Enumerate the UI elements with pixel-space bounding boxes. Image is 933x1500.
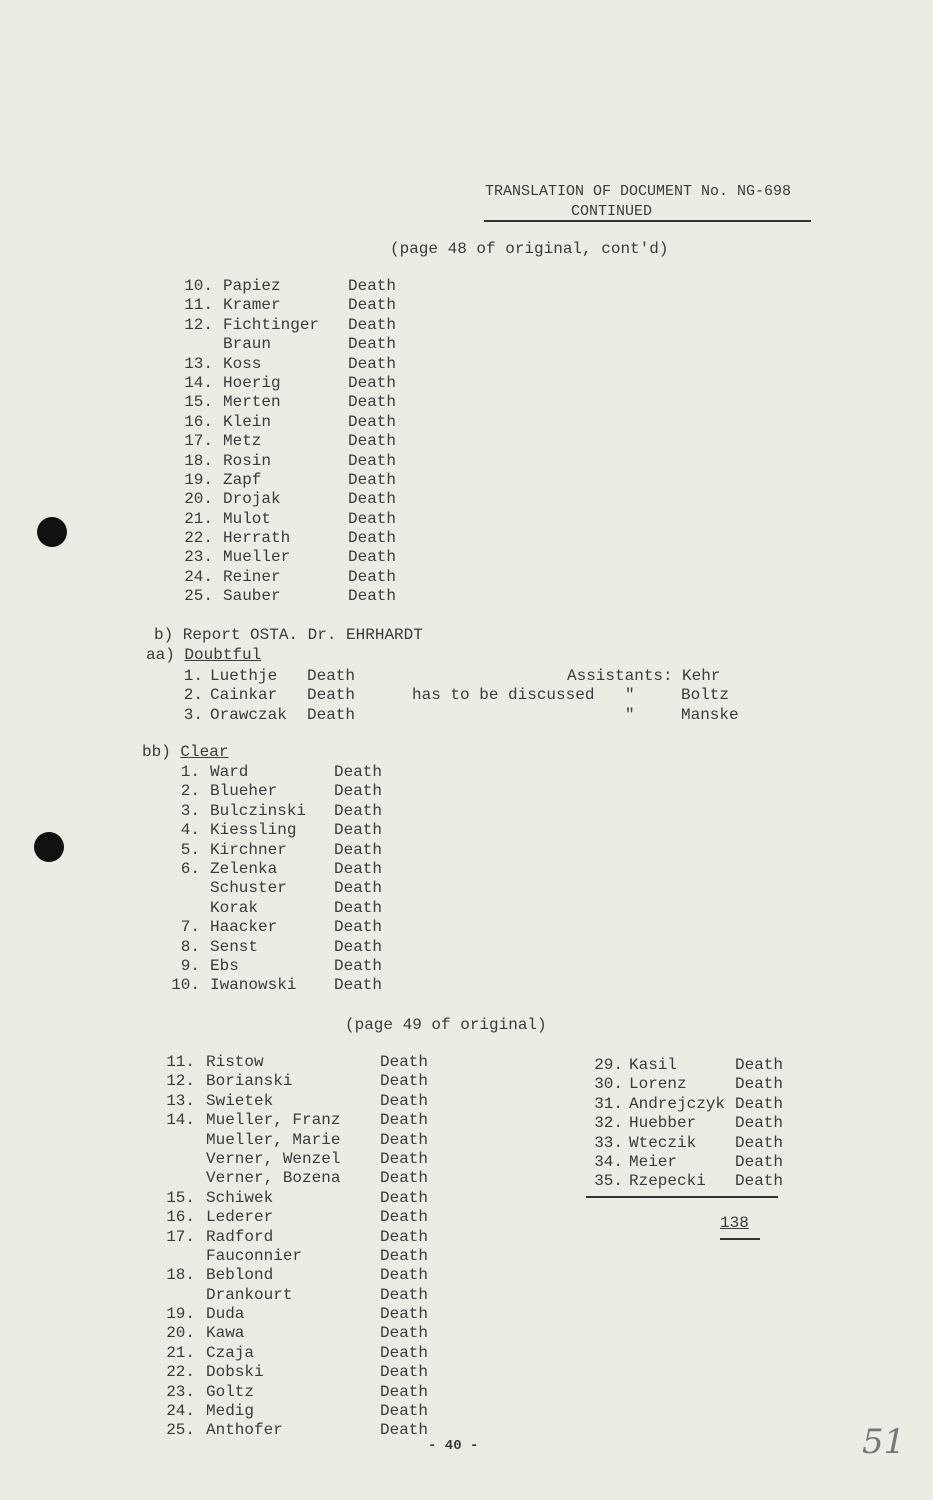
total-rule [586,1196,778,1198]
entry-note: has to be discussed [412,686,595,705]
entry-num: 18. [166,1266,195,1285]
entry-num: 3. [183,705,203,724]
entry-result: Death [348,296,397,315]
entry-name: Kramer [223,296,281,315]
entry-num: 34. [594,1152,623,1171]
entry-num: 1. [183,667,203,685]
punch-hole-bottom [34,832,64,862]
entry-num: 11. [166,1053,195,1071]
entry-name: Schuster [210,879,287,898]
entry-name: Drankourt [206,1285,293,1304]
page-reference-49: (page 49 of original) [345,1016,547,1034]
entry-num: 7. [180,918,200,937]
entry-num: 8. [180,937,200,956]
entry-result: Death [348,315,397,334]
entry-name: Kirchner [210,840,287,859]
entry-result: Death [380,1208,429,1227]
header-rule [484,220,811,222]
entry-name: Ward [210,763,249,781]
entry-result: Death [334,918,383,937]
entry-name: Sauber [223,587,281,606]
entry-result: Death [380,1246,429,1265]
total-underline [720,1238,760,1240]
entry-num: 23. [184,548,213,567]
entry-name: Rzepecki [629,1172,706,1191]
entry-result: Death [348,432,397,451]
section-b-heading: b) Report OSTA. Dr. EHRHARDT [154,626,423,644]
entry-result: Death [348,277,397,295]
entry-num: 19. [184,470,213,489]
entry-result: Death [380,1053,429,1071]
entry-result: Death [380,1227,429,1246]
entry-num: 33. [594,1133,623,1152]
entry-result: Death [735,1094,784,1113]
entry-num: 16. [184,412,213,431]
entry-name: Hoerig [223,373,281,392]
entry-num: 21. [166,1343,195,1362]
page-number: - 40 - [428,1438,479,1454]
entry-num: 2. [180,782,200,801]
page-reference-48: (page 48 of original, cont'd) [390,240,669,258]
document-title: TRANSLATION OF DOCUMENT No. NG-698 [485,183,792,200]
entry-result: Death [380,1324,429,1343]
entry-num: 30. [594,1075,623,1094]
entry-name: Dobski [206,1363,264,1382]
entry-result: Death [380,1363,429,1382]
entry-result: Death [735,1114,784,1133]
entry-result: Death [334,937,383,956]
entry-result: Death [334,956,383,975]
entry-name: Verner, Wenzel [206,1149,341,1168]
entry-num: 4. [180,821,200,840]
entry-name: Mueller, Franz [206,1111,341,1130]
entry-result: Death [334,782,383,801]
entry-num: 24. [184,567,213,586]
document-subtitle: CONTINUED [571,203,653,220]
entry-name: Lorenz [629,1075,687,1094]
section-bb-prefix: bb) [142,743,171,761]
entry-num: 5. [180,840,200,859]
entry-name: Koss [223,354,262,373]
entry-assistant: Kehr [682,667,721,685]
entry-ditto: " [625,705,635,724]
entry-num: 10. [184,277,213,295]
entry-result: Death [380,1169,429,1188]
entry-name: Metz [223,432,262,451]
entry-name: Kawa [206,1324,245,1343]
entry-name: Ristow [206,1053,264,1071]
entry-num: 3. [180,801,200,820]
entry-result: Death [307,705,356,724]
entry-result: Death [334,840,383,859]
entry-name: Luethje [210,667,278,685]
entry-num: 32. [594,1114,623,1133]
entry-name: Senst [210,937,259,956]
entry-num: 24. [166,1402,195,1421]
entry-num: 21. [184,509,213,528]
entry-name: Zelenka [210,859,278,878]
entry-num: 22. [184,529,213,548]
entry-num: 18. [184,451,213,470]
entry-name: Fichtinger [223,315,320,334]
entry-result: Death [348,470,397,489]
entry-name: Meier [629,1152,678,1171]
entry-name: Mulot [223,509,272,528]
entry-result: Death [380,1266,429,1285]
entry-result: Death [348,373,397,392]
entry-result: Death [348,451,397,470]
entry-result: Death [334,763,383,781]
entry-name: Mueller [223,548,291,567]
entry-num: 12. [166,1072,195,1091]
entry-name: Haacker [210,918,278,937]
section-aa-prefix: aa) [146,646,175,664]
entry-name: Herrath [223,529,291,548]
entry-name: Iwanowski [210,976,297,995]
entry-name: Goltz [206,1382,255,1401]
entry-num: 22. [166,1363,195,1382]
entry-result: Death [348,587,397,606]
entry-result: Death [334,879,383,898]
section-bb-label: Clear [180,743,229,761]
entry-result: Death [348,412,397,431]
entry-result: Death [380,1111,429,1130]
entry-name: Beblond [206,1266,274,1285]
entry-num: 35. [594,1172,623,1191]
entry-name: Borianski [206,1072,293,1091]
entry-num: 16. [166,1208,195,1227]
total-count: 138 [720,1214,749,1232]
entry-name: Bulczinski [210,801,307,820]
entry-num: 10. [171,976,200,995]
entry-num: 29. [594,1056,623,1074]
entry-name: Braun [223,335,272,354]
section-aa-label: Doubtful [184,646,262,664]
entry-result: Death [735,1172,784,1191]
section-bb-heading [142,743,228,761]
entry-result: Death [348,335,397,354]
entry-assistant: Manske [681,705,739,724]
entry-result: Death [334,898,383,917]
entry-name: Cainkar [210,686,278,705]
entry-num: 15. [166,1188,195,1207]
entry-result: Death [735,1133,784,1152]
entry-name: Verner, Bozena [206,1169,341,1188]
entry-result: Death [348,509,397,528]
entry-num: 15. [184,393,213,412]
entry-num: 17. [184,432,213,451]
entry-num: 25. [184,587,213,606]
entry-result: Death [380,1091,429,1110]
entry-result: Death [348,354,397,373]
entry-num: 17. [166,1227,195,1246]
entry-name: Zapf [223,470,262,489]
entry-name: Korak [210,898,259,917]
entry-num: 20. [184,490,213,509]
entry-name: Fauconnier [206,1246,303,1265]
entry-num: 12. [184,315,213,334]
entry-name: Wteczik [629,1133,697,1152]
entry-num: 9. [180,956,200,975]
entry-num: 31. [594,1094,623,1113]
entry-result: Death [735,1056,784,1074]
section-aa-heading [146,646,261,664]
entry-result: Death [380,1343,429,1362]
entry-result: Death [380,1149,429,1168]
entry-name: Anthofer [206,1421,283,1440]
entry-result: Death [380,1285,429,1304]
entry-name: Orawczak [210,705,287,724]
entry-name: Kasil [629,1056,678,1074]
entry-result: Death [735,1075,784,1094]
entry-result: Death [348,490,397,509]
entry-result: Death [334,859,383,878]
entry-num: 14. [184,373,213,392]
entry-result: Death [334,821,383,840]
entry-result: Death [348,393,397,412]
entry-num: 1. [180,763,200,781]
entry-ditto: Assistants: [567,667,673,685]
entry-name: Duda [206,1305,245,1324]
entry-name: Reiner [223,567,281,586]
entry-result: Death [380,1188,429,1207]
entry-name: Schiwek [206,1188,274,1207]
entry-name: Swietek [206,1091,274,1110]
entry-name: Czaja [206,1343,255,1362]
entry-num: 13. [166,1091,195,1110]
entry-result: Death [334,801,383,820]
entry-name: Blueher [210,782,278,801]
entry-result: Death [334,976,383,995]
entry-name: Huebber [629,1114,697,1133]
entry-result: Death [307,686,356,705]
entry-result: Death [380,1421,429,1440]
entry-result: Death [380,1402,429,1421]
entry-num: 19. [166,1305,195,1324]
entry-name: Andrejczyk [629,1094,726,1113]
entry-name: Papiez [223,277,281,295]
entry-ditto: " [625,686,635,705]
entry-name: Drojak [223,490,281,509]
entry-name: Kiessling [210,821,297,840]
entry-num: 6. [180,859,200,878]
entry-assistant: Boltz [681,686,730,705]
entry-result: Death [380,1382,429,1401]
entry-name: Rosin [223,451,272,470]
entry-result: Death [348,548,397,567]
entry-num: 2. [183,686,203,705]
entry-result: Death [380,1305,429,1324]
entry-result: Death [735,1152,784,1171]
entry-num: 11. [184,296,213,315]
entry-name: Medig [206,1402,255,1421]
entry-num: 23. [166,1382,195,1401]
entry-result: Death [380,1072,429,1091]
entry-name: Lederer [206,1208,274,1227]
entry-name: Klein [223,412,272,431]
entry-num: 20. [166,1324,195,1343]
entry-result: Death [348,567,397,586]
entry-num: 25. [166,1421,195,1440]
entry-num: 14. [166,1111,195,1130]
entry-result: Death [307,667,356,685]
entry-num: 13. [184,354,213,373]
punch-hole-top [37,517,67,547]
handwritten-page-number: 51 [862,1422,906,1462]
entry-name: Mueller, Marie [206,1130,341,1149]
entry-result: Death [380,1130,429,1149]
entry-name: Merten [223,393,281,412]
entry-name: Radford [206,1227,274,1246]
entry-result: Death [348,529,397,548]
entry-name: Ebs [210,956,239,975]
